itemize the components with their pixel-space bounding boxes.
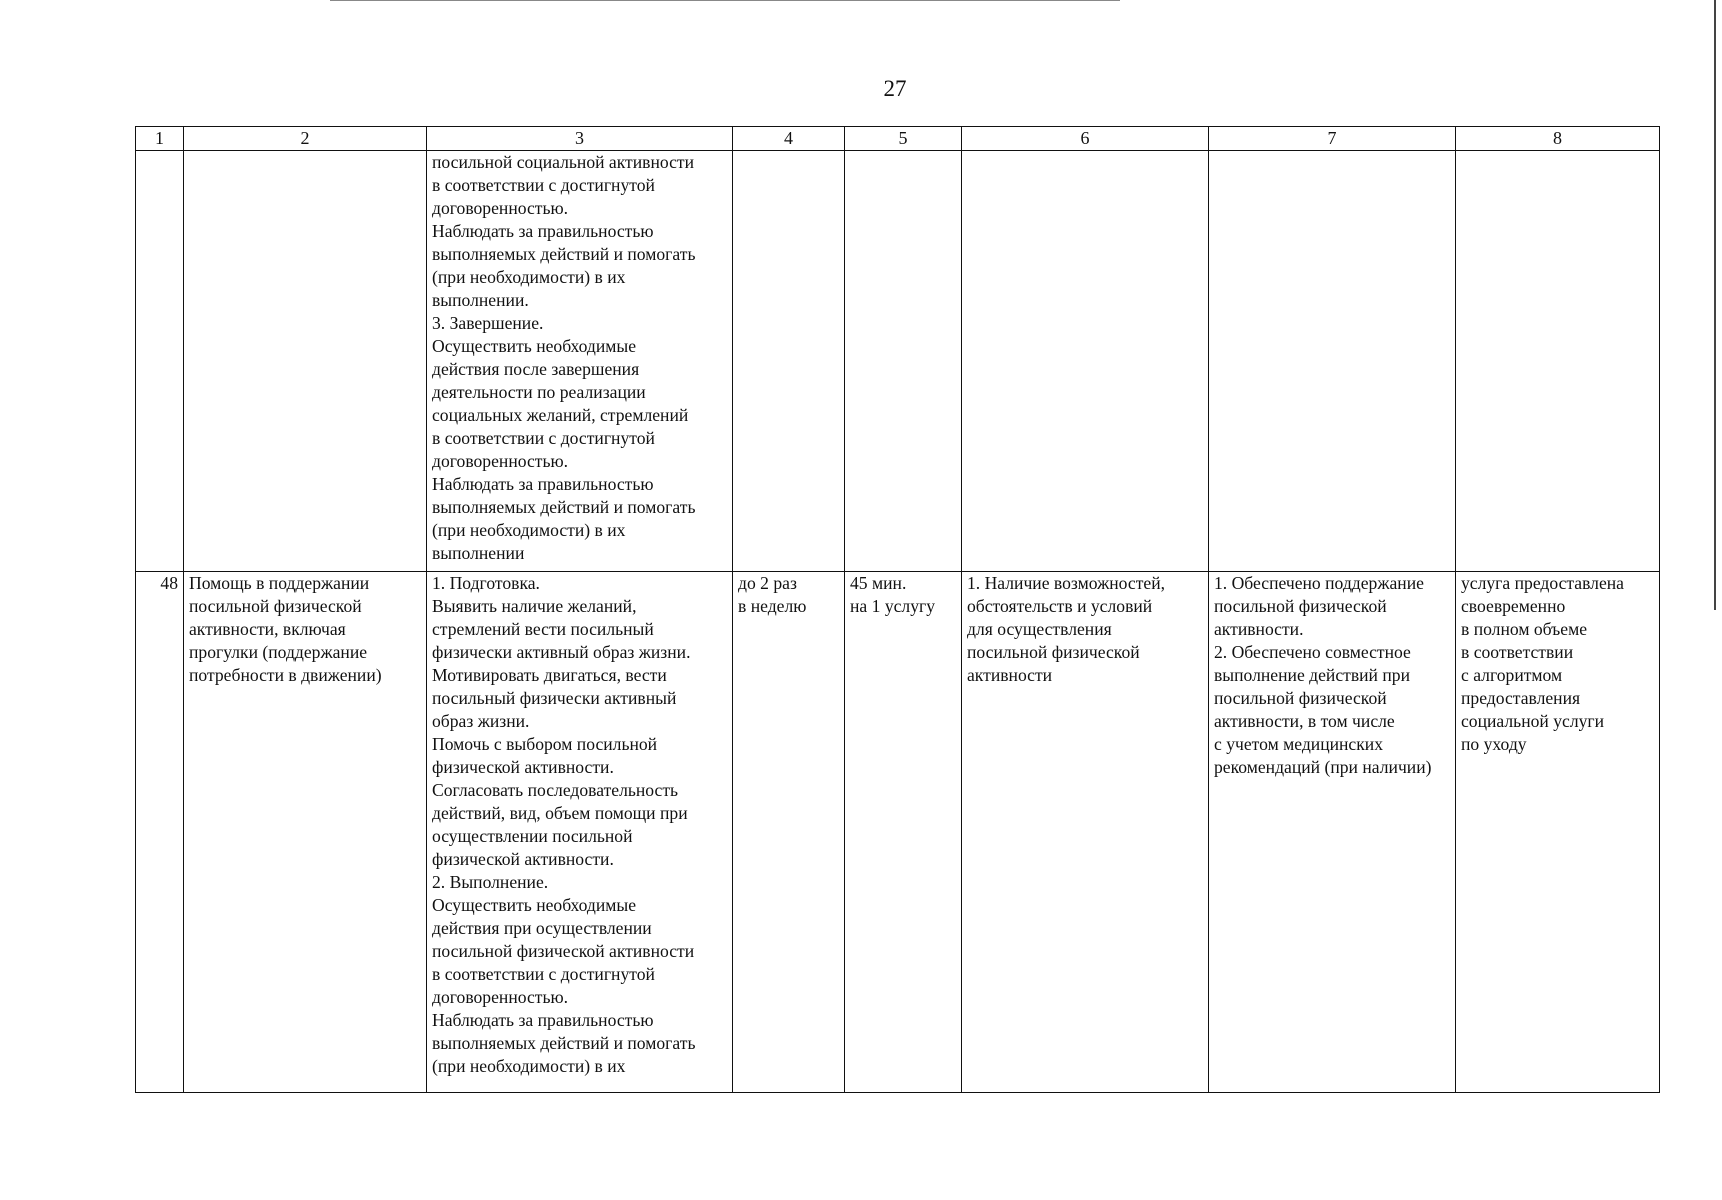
top-scan-rule (330, 0, 1120, 1)
cell-frequency (733, 151, 845, 572)
header-col-1: 1 (136, 127, 184, 151)
cell-duration (845, 151, 962, 572)
cell-results: 1. Обеспечено поддержание посильной физической активности. 2. Обеспечено совместное выполнение действий при посильной физической активности, в том числе с учетом медицинских рекомендаций (при наличии) (1209, 572, 1456, 1093)
cell-quality: услуга предоставлена своевременно в полном объеме в соответствии с алгоритмом предоставления социальной услуги по уходу (1456, 572, 1660, 1093)
header-col-3: 3 (427, 127, 733, 151)
cell-conditions (962, 151, 1209, 572)
header-col-6: 6 (962, 127, 1209, 151)
services-table (135, 126, 1660, 1093)
cell-number (136, 151, 184, 572)
cell-quality (1456, 151, 1660, 572)
table-row-continuation (136, 151, 1660, 572)
table-row-48 (136, 572, 1660, 1093)
cell-service-name (184, 151, 427, 572)
cell-duration: 45 мин. на 1 услугу (845, 572, 962, 1093)
header-col-4: 4 (733, 127, 845, 151)
cell-frequency: до 2 раз в неделю (733, 572, 845, 1093)
cell-procedure: 1. Подготовка. Выявить наличие желаний, стремлений вести посильный физически активный образ жизни. Мотивировать двигаться, вести посильный физически активный образ жизни. Помочь с выбором посильной физической активности. Согласовать последовательность действий, вид, объем помощи при осуществлении посильной физической активности. 2. Выполнение. Осуществить необходимые действия при осуществлении посильной физической активности в соответствии с достигнутой договоренностью. Наблюдать за правильностью выполняемых действий и помогать (при необходимости) в их (427, 572, 733, 1093)
cell-results (1209, 151, 1456, 572)
page-number: 27 (883, 76, 907, 101)
cell-number: 48 (136, 572, 184, 1093)
header-col-8: 8 (1456, 127, 1660, 151)
cell-conditions: 1. Наличие возможностей, обстоятельств и условий для осуществления посильной физической активности (962, 572, 1209, 1093)
header-col-2: 2 (184, 127, 427, 151)
cell-procedure: посильной социальной активности в соответствии с достигнутой договоренностью. Наблюдать за правильностью выполняемых действий и помогать (при необходимости) в их выполнении. 3. Завершение. Осуществить необходимые действия после завершения деятельности по реализации социальных желаний, стремлений в соответствии с достигнутой договоренностью. Наблюдать за правильностью выполняемых действий и помогать (при необходимости) в их выполнении (427, 151, 733, 572)
cell-service-name: Помощь в поддержании посильной физической активности, включая прогулки (поддержание потребности в движении) (184, 572, 427, 1093)
header-row (136, 127, 1660, 151)
header-col-7: 7 (1209, 127, 1456, 151)
header-col-5: 5 (845, 127, 962, 151)
